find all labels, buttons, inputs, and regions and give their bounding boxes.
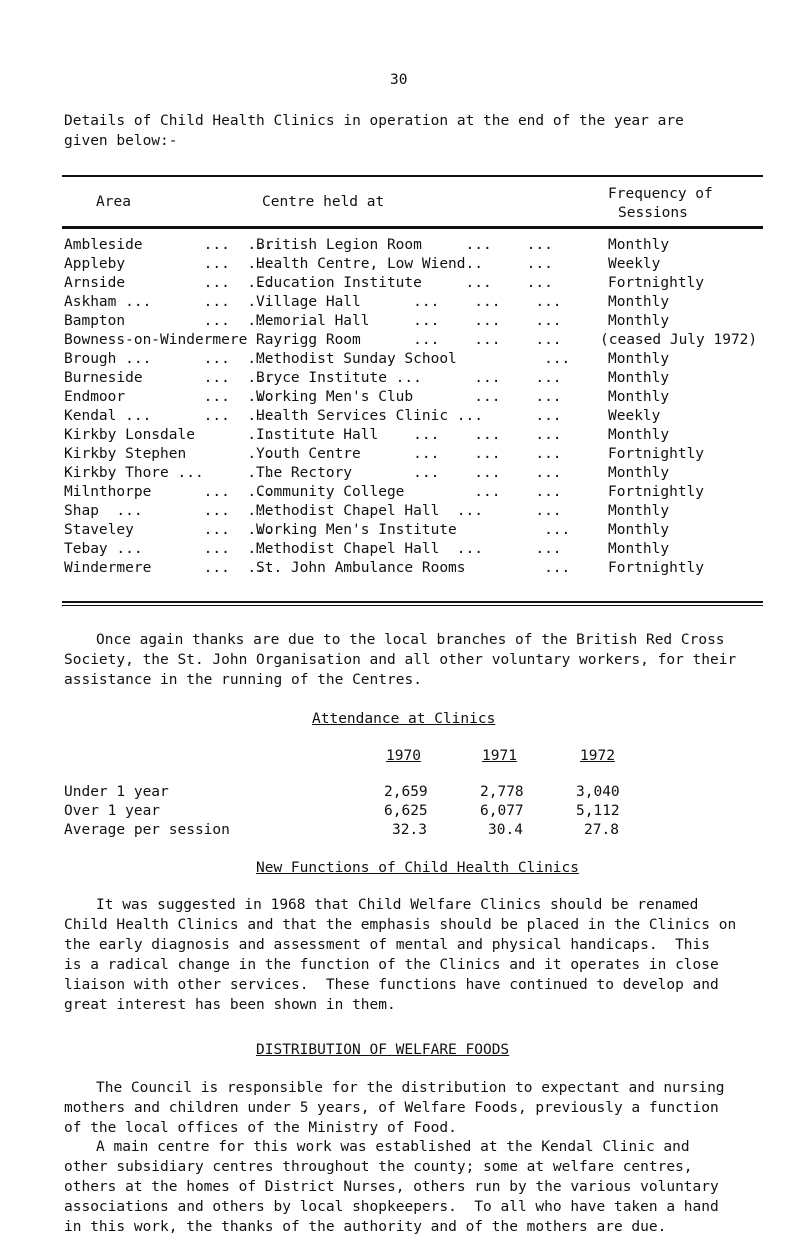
area-cell: Arnside ... ... [64, 275, 274, 291]
distribution-p1-line-3: of the local offices of the Ministry of Food. [64, 1120, 457, 1136]
thanks-line-1: Once again thanks are due to the local branches of the British Red Cross [96, 632, 725, 648]
attendance-value: 2,659 [384, 784, 428, 800]
frequency-cell: Fortnightly [608, 560, 705, 576]
frequency-cell: Monthly [608, 465, 670, 481]
thanks-line-3: assistance in the running of the Centres. [64, 672, 422, 688]
new-functions-line-1: It was suggested in 1968 that Child Welfare Clinics should be renamed [96, 897, 699, 913]
year-1971: 1971 [482, 748, 517, 764]
distribution-p2-line-2: other subsidiary centres throughout the county; some at welfare centres, [64, 1159, 693, 1175]
area-cell: Kirkby Stephen ... [64, 446, 274, 462]
distribution-p2-line-3: others at the homes of District Nurses, others run by the various voluntary [64, 1179, 719, 1195]
area-cell: Kirkby Thore ... ... [64, 465, 274, 481]
centre-cell: Health Centre, Low Wiend.. ... [256, 256, 553, 272]
centre-cell: Village Hall ... ... ... [256, 294, 562, 310]
new-functions-line-4: is a radical change in the function of the Clinics and it operates in close [64, 957, 719, 973]
area-cell: Tebay ... ... ... [64, 541, 274, 557]
frequency-cell: Monthly [608, 503, 670, 519]
centre-cell: Rayrigg Room ... ... ... [256, 332, 562, 348]
frequency-cell: Monthly [608, 294, 670, 310]
centre-cell: Working Men's Institute ... [256, 522, 571, 538]
header-frequency-1: Frequency of [608, 186, 713, 202]
attendance-value: 30.4 [488, 822, 523, 838]
page-number: 30 [390, 72, 408, 88]
area-cell: Bampton ... ... [64, 313, 274, 329]
intro-line-2: given below:- [64, 133, 178, 149]
centre-cell: Methodist Sunday School ... [256, 351, 571, 367]
area-cell: Brough ... ... ... [64, 351, 274, 367]
frequency-cell: Monthly [608, 541, 670, 557]
frequency-cell: (ceased July 1972) [600, 332, 758, 348]
area-cell: Shap ... ... ... [64, 503, 274, 519]
header-centre: Centre held at [262, 194, 385, 210]
distribution-title: DISTRIBUTION OF WELFARE FOODS [256, 1042, 510, 1058]
attendance-value: 2,778 [480, 784, 524, 800]
centre-cell: Memorial Hall ... ... ... [256, 313, 562, 329]
table-top-rule [62, 175, 763, 177]
frequency-cell: Weekly [608, 408, 661, 424]
frequency-cell: Fortnightly [608, 275, 705, 291]
centre-cell: Youth Centre ... ... ... [256, 446, 562, 462]
area-cell: Kirkby Lonsdale ... [64, 427, 274, 443]
frequency-cell: Monthly [608, 427, 670, 443]
centre-cell: Community College ... ... [256, 484, 562, 500]
new-functions-line-5: liaison with other services. These functions have continued to develop and [64, 977, 719, 993]
new-functions-title: New Functions of Child Health Clinics [256, 860, 580, 876]
attendance-row-label: Over 1 year [64, 803, 161, 819]
distribution-p2-line-1: A main centre for this work was established at the Kendal Clinic and [96, 1139, 690, 1155]
area-cell: Appleby ... ... [64, 256, 274, 272]
frequency-cell: Fortnightly [608, 484, 705, 500]
area-cell: Burneside ... ... [64, 370, 274, 386]
year-1972: 1972 [580, 748, 615, 764]
frequency-cell: Weekly [608, 256, 661, 272]
centre-cell: Education Institute ... ... [256, 275, 553, 291]
attendance-value: 5,112 [576, 803, 620, 819]
area-cell: Bowness-on-Windermere [64, 332, 248, 348]
centre-cell: The Rectory ... ... ... [256, 465, 562, 481]
table-header-rule [62, 226, 763, 229]
frequency-cell: Monthly [608, 370, 670, 386]
distribution-p2-line-4: associations and others by local shopkeepers. To all who have taken a hand [64, 1199, 719, 1215]
attendance-value: 6,625 [384, 803, 428, 819]
intro-line-1: Details of Child Health Clinics in operation at the end of the year are [64, 113, 684, 129]
frequency-cell: Monthly [608, 389, 670, 405]
attendance-value: 6,077 [480, 803, 524, 819]
area-cell: Staveley ... ... [64, 522, 274, 538]
new-functions-line-2: Child Health Clinics and that the emphasis should be placed in the Clinics on [64, 917, 737, 933]
area-cell: Askham ... ... ... [64, 294, 274, 310]
header-area: Area [96, 194, 131, 210]
new-functions-line-3: the early diagnosis and assessment of mental and physical handicaps. This [64, 937, 711, 953]
attendance-value: 27.8 [584, 822, 619, 838]
attendance-row-label: Under 1 year [64, 784, 169, 800]
centre-cell: Institute Hall ... ... ... [256, 427, 562, 443]
table-bottom-rule-2 [62, 605, 763, 606]
distribution-p2-line-5: in this work, the thanks of the authority and of the mothers are due. [64, 1219, 667, 1235]
centre-cell: St. John Ambulance Rooms ... [256, 560, 571, 576]
centre-cell: Bryce Institute ... ... ... [256, 370, 562, 386]
table-bottom-rule [62, 601, 763, 603]
year-1970: 1970 [386, 748, 421, 764]
attendance-title: Attendance at Clinics [312, 711, 496, 727]
centre-cell: British Legion Room ... ... [256, 237, 553, 253]
centre-cell: Working Men's Club ... ... [256, 389, 562, 405]
new-functions-line-6: great interest has been shown in them. [64, 997, 396, 1013]
header-frequency-2: Sessions [618, 205, 688, 221]
distribution-p1-line-2: mothers and children under 5 years, of Welfare Foods, previously a function [64, 1100, 719, 1116]
area-cell: Endmoor ... ... [64, 389, 274, 405]
distribution-p1-line-1: The Council is responsible for the distribution to expectant and nursing [96, 1080, 725, 1096]
centre-cell: Methodist Chapel Hall ... ... [256, 503, 562, 519]
frequency-cell: Monthly [608, 237, 670, 253]
attendance-value: 32.3 [392, 822, 427, 838]
area-cell: Windermere ... ... [64, 560, 274, 576]
area-cell: Milnthorpe ... ... [64, 484, 274, 500]
centre-cell: Health Services Clinic ... ... [256, 408, 562, 424]
frequency-cell: Monthly [608, 522, 670, 538]
frequency-cell: Monthly [608, 351, 670, 367]
thanks-line-2: Society, the St. John Organisation and all other voluntary workers, for their [64, 652, 737, 668]
attendance-value: 3,040 [576, 784, 620, 800]
frequency-cell: Monthly [608, 313, 670, 329]
area-cell: Ambleside ... ... [64, 237, 274, 253]
area-cell: Kendal ... ... ... [64, 408, 274, 424]
centre-cell: Methodist Chapel Hall ... ... [256, 541, 562, 557]
frequency-cell: Fortnightly [608, 446, 705, 462]
attendance-row-label: Average per session [64, 822, 230, 838]
